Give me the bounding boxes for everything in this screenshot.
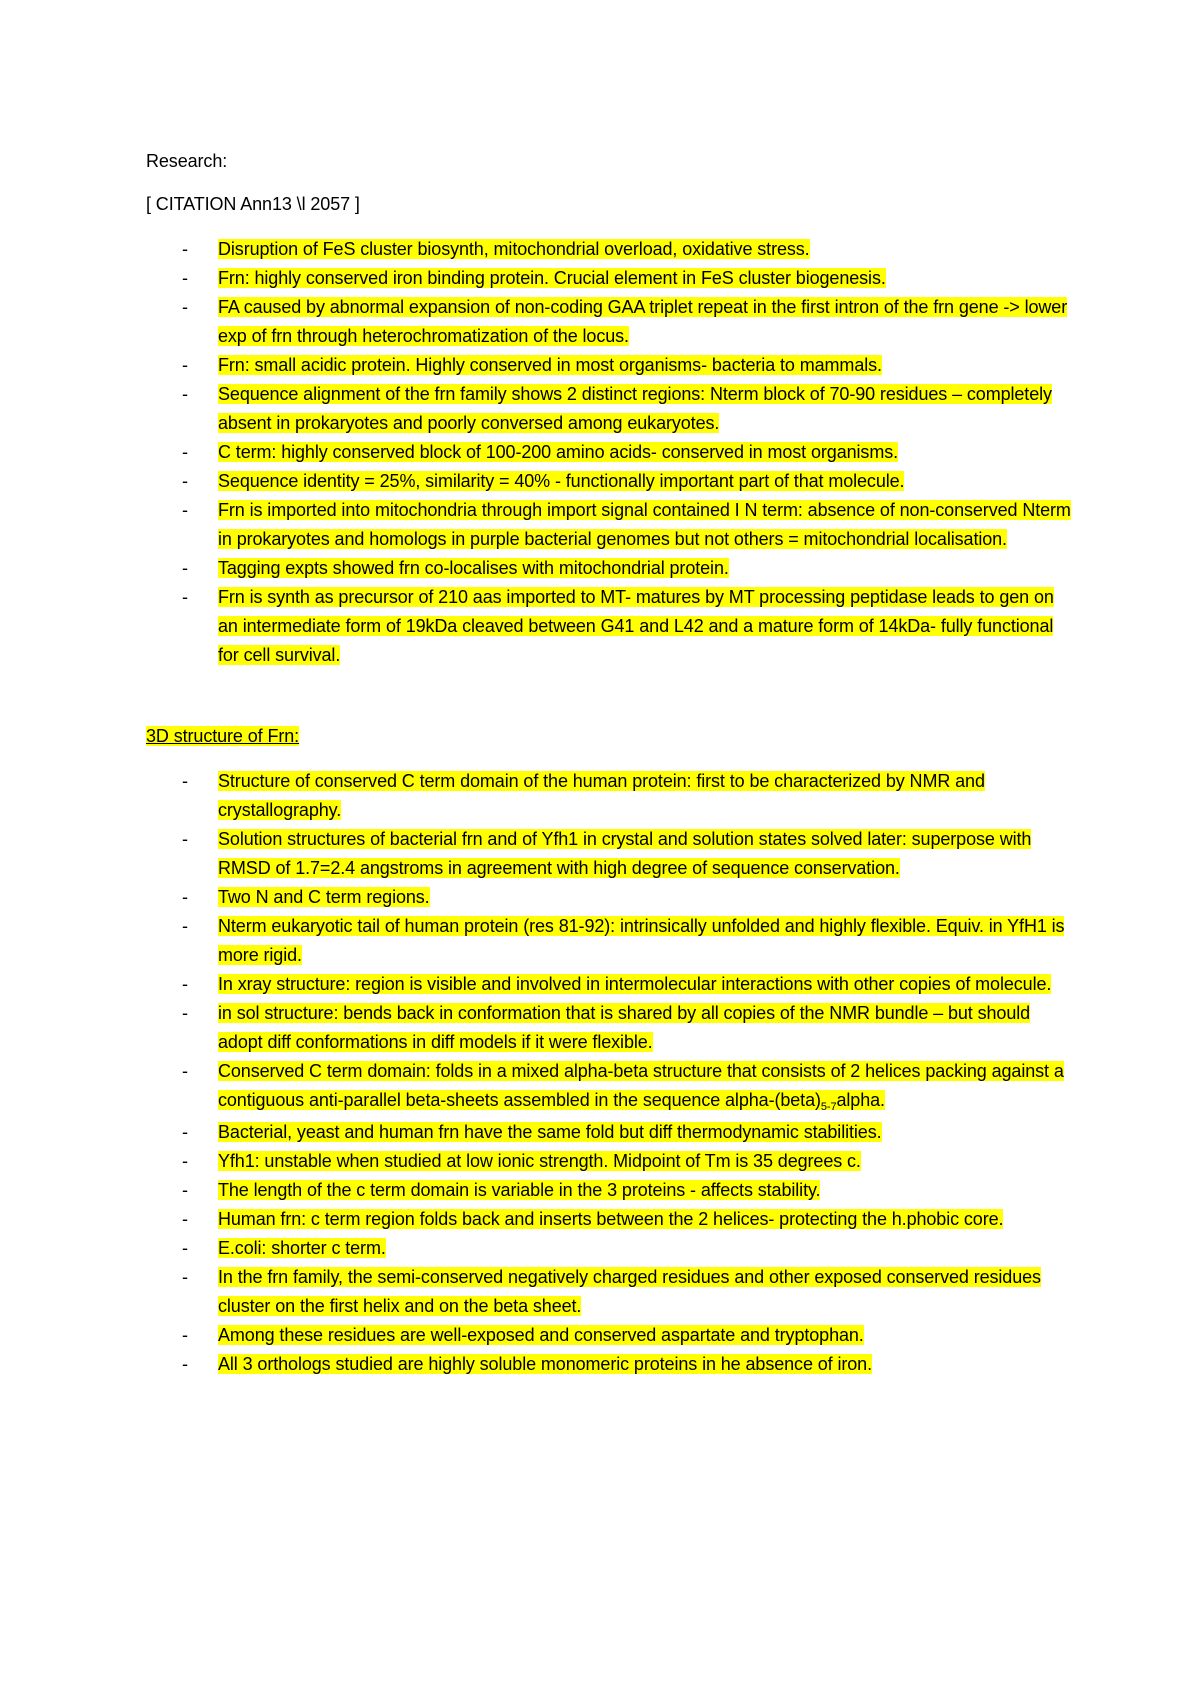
bullet-marker: - — [182, 974, 188, 994]
bullet-text: Frn is imported into mitochondria through import signal contained I N term: absence of non-conserved Nterm in prokaryotes and homologs in purple bacterial genomes but not others = mitochondrial localisation. — [218, 500, 1071, 549]
list-item — [146, 825, 1076, 883]
heading — [146, 147, 1076, 176]
list-item — [146, 1205, 1076, 1234]
list-item — [146, 1350, 1076, 1379]
bullet-marker: - — [182, 1209, 188, 1229]
bullet-text: In xray structure: region is visible and involved in intermolecular interactions with other copies of molecule. — [218, 974, 1052, 994]
list-item — [146, 883, 1076, 912]
bullet-text: Bacterial, yeast and human frn have the same fold but diff thermodynamic stabilities. — [218, 1122, 882, 1142]
bullet-text: In the frn family, the semi-conserved negatively charged residues and other exposed conserved residues cluster on the first helix and on the beta sheet. — [218, 1267, 1041, 1316]
list-item — [146, 970, 1076, 999]
section-title — [146, 722, 1076, 751]
citation-text: [ CITATION Ann13 \l 2057 ] — [146, 194, 360, 214]
list-item — [146, 380, 1076, 438]
research-bullet-list — [146, 235, 1076, 670]
bullet-marker: - — [182, 829, 188, 849]
bullet-marker: - — [182, 500, 188, 520]
bullet-text: FA caused by abnormal expansion of non-coding GAA triplet repeat in the first intron of the frn gene -> lower exp of frn through heterochromatization of the locus. — [218, 297, 1068, 346]
list-item — [146, 293, 1076, 351]
list-item — [146, 467, 1076, 496]
bullet-text: The length of the c term domain is variable in the 3 proteins - affects stability. — [218, 1180, 821, 1200]
bullet-marker: - — [182, 471, 188, 491]
bullet-marker: - — [182, 239, 188, 259]
bullet-text: Human frn: c term region folds back and inserts between the 2 helices- protecting the h.phobic core. — [218, 1209, 1004, 1229]
bullet-marker: - — [182, 1267, 188, 1287]
bullet-text: Tagging expts showed frn co-localises with mitochondrial protein. — [218, 558, 729, 578]
list-item — [146, 1321, 1076, 1350]
bullet-marker: - — [182, 1180, 188, 1200]
bullet-text: Yfh1: unstable when studied at low ionic strength. Midpoint of Tm is 35 degrees c. — [218, 1151, 861, 1171]
bullet-marker: - — [182, 558, 188, 578]
list-item — [146, 767, 1076, 825]
bullet-marker: - — [182, 771, 188, 791]
bullet-marker: - — [182, 1003, 188, 1023]
bullet-marker: - — [182, 587, 188, 607]
bullet-text: C term: highly conserved block of 100-200 amino acids- conserved in most organisms. — [218, 442, 899, 462]
list-item — [146, 496, 1076, 554]
bullet-text: Two N and C term regions. — [218, 887, 430, 907]
bullet-text: Among these residues are well-exposed and conserved aspartate and tryptophan. — [218, 1325, 864, 1345]
list-item — [146, 438, 1076, 467]
bullet-text: Structure of conserved C term domain of the human protein: first to be characterized by NMR and crystallography. — [218, 771, 985, 820]
list-item — [146, 1176, 1076, 1205]
bullet-marker: - — [182, 916, 188, 936]
list-item — [146, 1147, 1076, 1176]
citation-field — [146, 190, 1076, 219]
bullet-marker: - — [182, 268, 188, 288]
bullet-text: Frn: highly conserved iron binding protein. Crucial element in FeS cluster biogenesis. — [218, 268, 886, 288]
list-item — [146, 235, 1076, 264]
bullet-marker: - — [182, 384, 188, 404]
list-item — [146, 264, 1076, 293]
bullet-text: Solution structures of bacterial frn and of Yfh1 in crystal and solution states solved later: superpose with RMSD of 1.7=2.4 angstroms in agreement with high degree of sequence conservation. — [218, 829, 1032, 878]
bullet-text: Disruption of FeS cluster biosynth, mitochondrial overload, oxidative stress. — [218, 239, 810, 259]
bullet-marker: - — [182, 1151, 188, 1171]
bullet-marker: - — [182, 1325, 188, 1345]
bullet-text: E.coli: shorter c term. — [218, 1238, 386, 1258]
conserved-domain-text-end: alpha. — [836, 1090, 885, 1110]
bullet-text — [218, 1061, 1064, 1113]
bullet-marker: - — [182, 887, 188, 907]
section-title-text: 3D structure of Frn: — [146, 726, 300, 746]
bullet-marker: - — [182, 1354, 188, 1374]
bullet-text: in sol structure: bends back in conformation that is shared by all copies of the NMR bundle – but should adopt diff conformations in diff models if it were flexible. — [218, 1003, 1031, 1052]
list-item — [146, 999, 1076, 1057]
bullet-text: Nterm eukaryotic tail of human protein (res 81-92): intrinsically unfolded and highly flexible. Equiv. in YfH1 is more rigid. — [218, 916, 1065, 965]
structure-bullet-list — [146, 767, 1076, 1379]
bullet-marker: - — [182, 1238, 188, 1258]
list-item — [146, 351, 1076, 380]
bullet-text: Frn is synth as precursor of 210 aas imported to MT- matures by MT processing peptidase leads to gen on an intermediate form of 19kDa cleaved between G41 and L42 and a mature form of 14kDa- fully functional for cell survival. — [218, 587, 1054, 665]
bullet-text: Sequence alignment of the frn family shows 2 distinct regions: Nterm block of 70-90 residues – completely absent in prokaryotes and poorly conversed among eukaryotes. — [218, 384, 1052, 433]
bullet-text: Sequence identity = 25%, similarity = 40% - functionally important part of that molecule. — [218, 471, 905, 491]
list-item — [146, 1234, 1076, 1263]
list-item — [146, 912, 1076, 970]
bullet-marker: - — [182, 1122, 188, 1142]
list-item — [146, 583, 1076, 670]
list-item — [146, 1118, 1076, 1147]
bullet-marker: - — [182, 1061, 188, 1081]
bullet-text: All 3 orthologs studied are highly soluble monomeric proteins in he absence of iron. — [218, 1354, 872, 1374]
list-item — [146, 554, 1076, 583]
bullet-marker: - — [182, 355, 188, 375]
list-item — [146, 1057, 1076, 1118]
conserved-domain-text: Conserved C term domain: folds in a mixed alpha-beta structure that consists of 2 helices packing against a contiguous anti-parallel beta-sheets assembled in the sequence alpha-(beta) — [218, 1061, 1064, 1110]
bullet-marker: - — [182, 297, 188, 317]
heading-text: Research: — [146, 151, 228, 171]
bullet-text: Frn: small acidic protein. Highly conserved in most organisms- bacteria to mammals. — [218, 355, 882, 375]
list-item — [146, 1263, 1076, 1321]
beta-subscript: 5-7 — [820, 1101, 837, 1113]
bullet-marker: - — [182, 442, 188, 462]
